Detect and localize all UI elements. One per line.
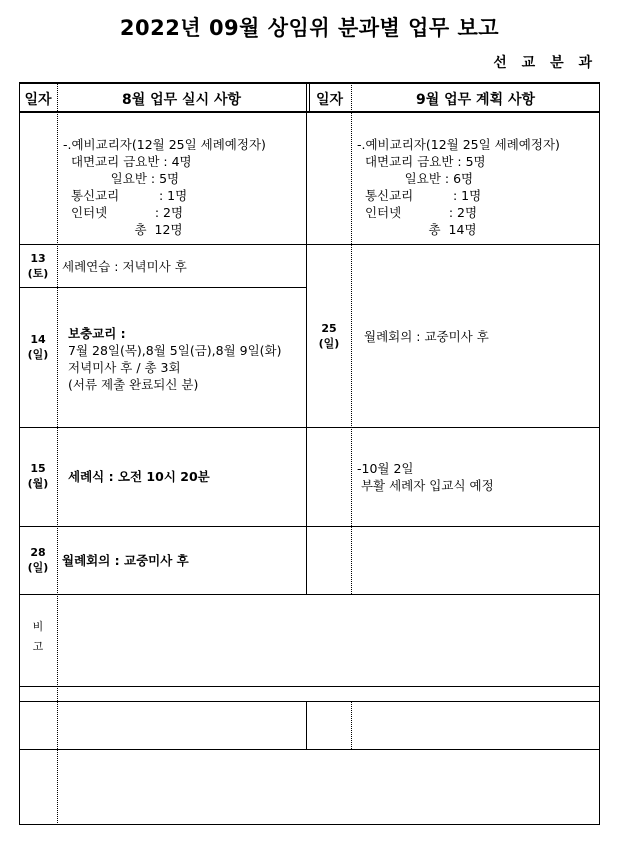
header-bottom-border [19,111,600,113]
september-row1-text: 월례회의 : 교중미사 후 [364,329,489,344]
august-row3-date: 15 (월) [27,462,49,490]
page-title: 2022년 09월 상임위 분과별 업무 보고 [119,16,500,40]
september-summary: -.예비교리자(12월 25일 세례예정자) 대면교리 금요반 : 5명 일요반 : 6명 통신교리 : 1명 인터넷 : 2명 총 14명 [357,137,560,237]
row-line-3 [19,427,600,428]
row-line-6 [19,686,600,687]
august-row1-date: 13 (토) [27,252,49,280]
header-date-right: 일자 [315,92,344,108]
august-row4-date: 28 (일) [27,546,49,574]
date-column-divider-right [351,83,352,594]
august-row3-text: 세례식 : 오전 10시 20분 [68,469,210,484]
header-date-left: 일자 [24,92,52,108]
row-line-1 [19,244,600,245]
august-row2-title: 보충교리 : [68,326,126,341]
row-line-5 [19,594,600,595]
august-row2-date: 14 (일) [27,333,49,361]
row-line-7 [19,701,600,702]
main-column-divider [306,83,307,594]
august-row2-text: 7월 28일(목),8월 5일(금),8월 9일(화) 저녁미사 후 / 총 3회 (서류 제출 완료되신 분) [68,343,282,392]
department-label: 선 교 분 과 [493,55,597,71]
september-row2-text: -10월 2일 부활 세례자 입교식 예정 [357,461,494,493]
header-september: 9월 업무 계획 사항 [415,92,536,108]
august-row4-text: 월례회의 : 교중미사 후 [62,553,189,568]
row-line-4 [19,526,600,527]
date-column-divider-left [57,83,58,825]
row-line-8 [19,749,600,750]
lower-date-divider [351,701,352,749]
september-row1-date: 25 (일) [318,322,340,350]
august-summary: -.예비교리자(12월 25일 세례예정자) 대면교리 금요반 : 4명 일요반 : 5명 통신교리 : 1명 인터넷 : 2명 총 12명 [63,137,266,237]
row-line-2 [19,287,307,288]
header-double-divider [309,83,310,111]
lower-column-divider [306,701,307,749]
remarks-label: 비 고 [32,620,44,653]
august-row1-text: 세례연습 : 저녁미사 후 [62,259,187,274]
header-august: 8월 업무 실시 사항 [121,92,242,108]
